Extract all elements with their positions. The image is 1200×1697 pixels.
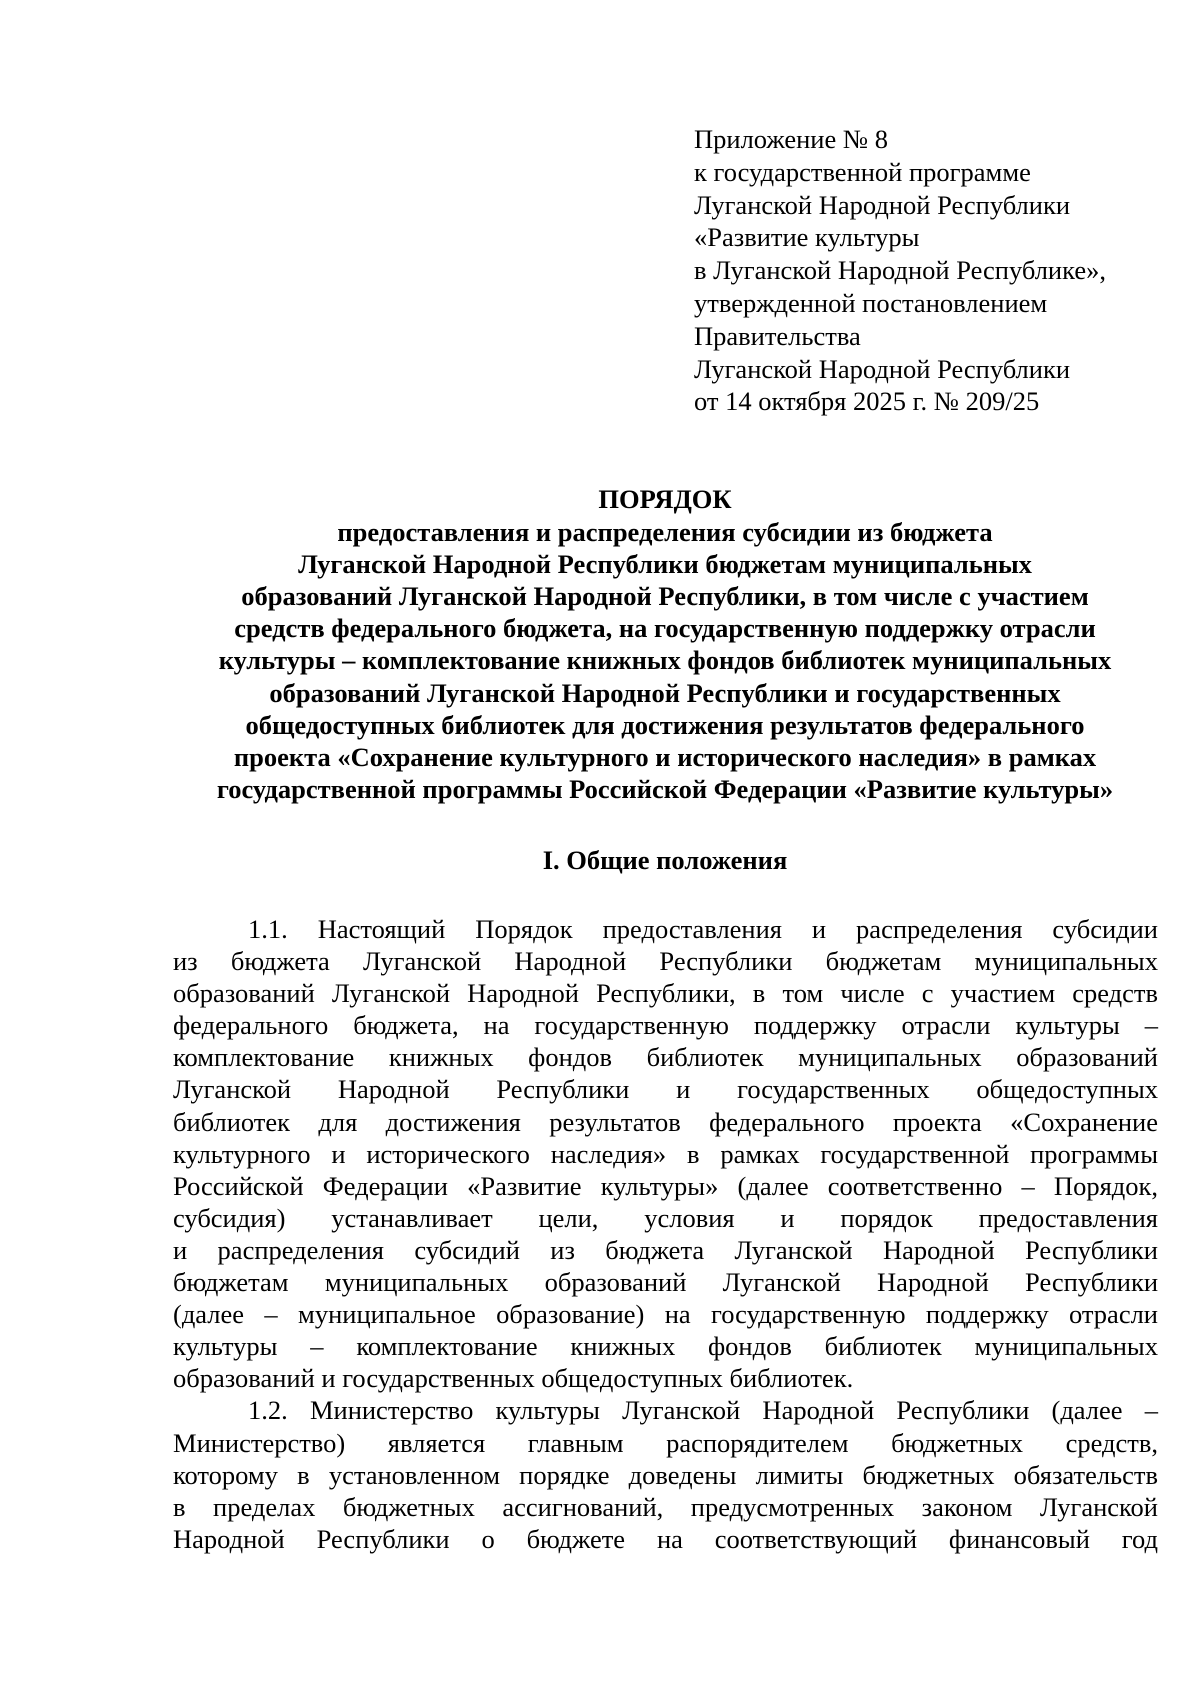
heading-line: предоставления и распределения субсидии из бюджета — [337, 516, 993, 547]
appendix-line: к государственной программе — [694, 156, 1031, 187]
heading-line: образований Луганской Народной Республики, в том числе с участием — [241, 580, 1089, 611]
text-line: образований и государственных общедоступных библиотек. — [173, 1363, 854, 1394]
text-line: образований Луганской Народной Республики, в том числе с участием средств — [173, 978, 1158, 1009]
text-line: Российской Федерации «Развитие культуры» (далее соответственно – Порядок, — [173, 1170, 1158, 1201]
text-line: комплектование книжных фондов библиотек муниципальных образований — [173, 1042, 1158, 1073]
text-line: 1.2. Министерство культуры Луганской Народной Республики (далее – — [248, 1395, 1158, 1426]
appendix-line: в Луганской Народной Республике», — [694, 255, 1106, 286]
section-title: I. Общие положения — [542, 845, 788, 875]
appendix-line: Луганской Народной Республики — [694, 353, 1071, 384]
appendix-line: «Развитие культуры — [694, 222, 920, 253]
text-line: федерального бюджета, на государственную поддержку отрасли культуры – — [173, 1010, 1158, 1041]
appendix-note — [694, 123, 1174, 418]
text-line: Министерство) является главным распорядителем бюджетных средств, — [173, 1427, 1158, 1458]
body-text — [173, 913, 1158, 1555]
paragraph-1-2 — [173, 1394, 1158, 1554]
text-line: культурного и исторического наследия» в рамках государственной программы — [173, 1138, 1158, 1169]
appendix-line: утвержденной постановлением — [694, 287, 1048, 318]
heading-line: средств федерального бюджета, на государственную поддержку отрасли — [234, 613, 1096, 644]
paragraph-1-1 — [173, 913, 1158, 1394]
text-line: (далее – муниципальное образование) на государственную поддержку отрасли — [173, 1299, 1158, 1330]
text-line: Народной Республики о бюджете на соответствующий финансовый год — [173, 1523, 1158, 1554]
appendix-line: Правительства — [694, 320, 861, 351]
heading-line: Луганской Народной Республики бюджетам муниципальных — [298, 548, 1032, 579]
text-line: в пределах бюджетных ассигнований, предусмотренных законом Луганской — [173, 1491, 1158, 1522]
text-line: которому в установленном порядке доведены лимиты бюджетных обязательств — [173, 1459, 1158, 1490]
appendix-line: от 14 октября 2025 г. № 209/25 — [694, 386, 1040, 417]
text-line: 1.1. Настоящий Порядок предоставления и распределения субсидии — [248, 914, 1158, 944]
heading-line: проекта «Сохранение культурного и исторического наследия» в рамках — [233, 741, 1097, 772]
text-line: культуры – комплектование книжных фондов библиотек муниципальных — [173, 1331, 1158, 1362]
document-heading — [172, 483, 1158, 805]
heading-line: образований Луганской Народной Республики и государственных — [269, 677, 1061, 708]
document-title: ПОРЯДОК — [598, 484, 732, 514]
text-line: и распределения субсидий из бюджета Луганской Народной Республики — [173, 1234, 1158, 1265]
heading-line: государственной программы Российской Федерации «Развитие культуры» — [216, 774, 1114, 805]
text-line: субсидия) устанавливает цели, условия и порядок предоставления — [173, 1202, 1158, 1233]
text-line: библиотек для достижения результатов федерального проекта «Сохранение — [173, 1106, 1158, 1137]
appendix-line: Приложение № 8 — [694, 124, 889, 154]
heading-line: общедоступных библиотек для достижения результатов федерального — [245, 709, 1085, 740]
text-line: из бюджета Луганской Народной Республики бюджетам муниципальных — [173, 946, 1158, 977]
text-line: бюджетам муниципальных образований Луганской Народной Республики — [173, 1267, 1158, 1298]
text-line: Луганской Народной Республики и государственных общедоступных — [173, 1074, 1158, 1105]
heading-line: культуры – комплектование книжных фондов библиотек муниципальных — [218, 645, 1112, 676]
appendix-line: Луганской Народной Республики — [694, 189, 1071, 220]
